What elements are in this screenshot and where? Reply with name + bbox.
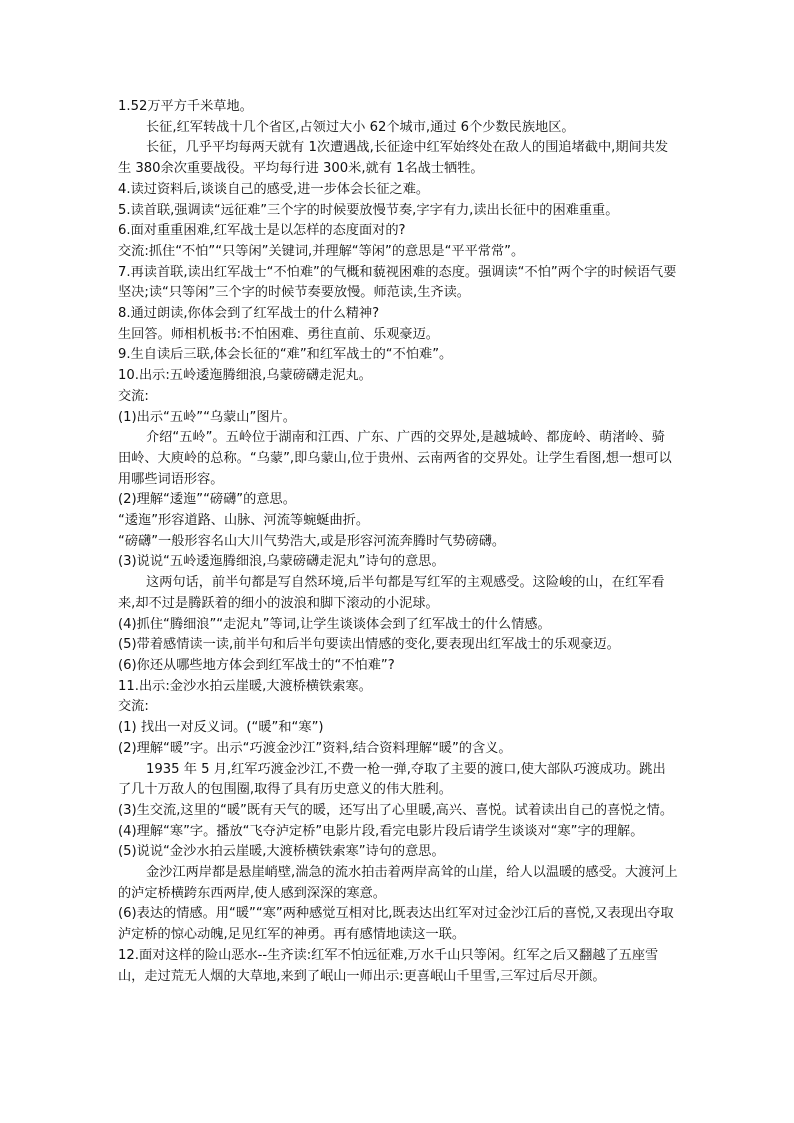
text-line-24: 11.出示:金沙水拍云崖暖,大渡桥横铁索寒。 [118,678,372,694]
text-line-12: 10.出示:五岭逶迤腾细浪,乌蒙磅礴走泥丸。 [118,368,372,384]
text-line-23: (6)你还从哪些地方体会到红军战士的“不怕难”? [118,657,395,673]
text-line-5: 5.读首联,强调读“远征难”三个字的时候要放慢节奏,字字有力,读出长征中的困难重重。 [118,202,619,218]
text-line-1: 1.52万平方千米草地。 [118,99,253,114]
text-line-26: (1) 找出一对反义词。(“暖”和“寒”) [118,720,324,736]
text-line-6: 6.面对重重困难,红军战士是以怎样的态度面对的? [118,223,406,239]
text-line-15: 介绍“五岭”。五岭位于湖南和江西、广东、广西的交界处,是越城岭、都庞岭、萌渚岭、骑田岭、大庾岭的总称。“乌蒙”,即乌蒙山,位于贵州、云南两省的交界处。让学生看图,想一想可以用哪些词语形容。 [118,430,672,487]
text-line-28: 1935 年 5 月,红军巧渡金沙江,不费一枪一弹,夺取了主要的渡口,使大部队巧渡成功。跳出了几十万敌人的包围圈,取得了具有历史意义的伟大胜利。 [118,761,666,798]
text-line-33: (6)表达的情感。用“暖”“寒”两种感觉互相对比,既表达出红军对过金沙江后的喜悦,又表现出夺取泸定桥的惊心动魄,足见红军的神勇。再有感情地读这一联。 [118,906,674,943]
text-line-30: (4)理解“寒”字。播放“飞夺泸定桥”电影片段,看完电影片段后请学生谈谈对“寒”字的理解。 [118,823,644,839]
text-line-22: (5)带着感情读一读,前半句和后半句要读出情感的变化,要表现出红军战士的乐观豪迈。 [118,637,620,653]
text-line-19: (3)说说“五岭逶迤腾细浪,乌蒙磅礴走泥丸”诗句的意思。 [118,554,445,570]
text-line-10: 生回答。师相机板书:不怕困难、勇往直前、乐观豪迈。 [118,326,439,342]
text-line-16: (2)理解“逶迤”“磅礴”的意思。 [118,492,296,508]
text-line-11: 9.生自读后三联,体会长征的“难”和红军战士的“不怕难”。 [118,347,453,363]
text-line-3: 长征，几乎平均每两天就有 1次遭遇战,长征途中红军始终处在敌人的围追堵截中,期间共发生 380余次重要战役。平均每行进 300米,就有 1名战士牺牲。 [118,140,669,177]
text-line-29: (3)生交流,这里的“暖”既有天气的暖，还写出了心里暖,高兴、喜悦。试着读出自己的喜悦之情。 [118,802,674,818]
text-line-14: (1)出示“五岭”“乌蒙山”图片。 [118,409,296,425]
text-line-2: 长征,红军转战十几个省区,占领过大小 62个城市,通过 6个少数民族地区。 [146,119,575,135]
text-line-7: 交流:抓住“不怕”“只等闲”关键词,并理解“等闲”的意思是“平平常常”。 [118,243,525,259]
text-line-21: (4)抓住“腾细浪”“走泥丸”等词,让学生谈谈体会到了红军战士的什么情感。 [118,616,551,632]
text-line-9: 8.通过朗读,你体会到了红军战士的什么精神? [118,306,380,322]
text-line-13: 交流: [118,388,149,404]
text-line-34: 12.面对这样的险山恶水--生齐读:红军不怕远征难,万水千山只等闲。红军之后又翻越了五座雪山，走过荒无人烟的大草地,来到了岷山一师出示:更喜岷山千里雪,三军过后尽开颜。 [118,947,659,984]
text-line-27: (2)理解“暖”字。出示“巧渡金沙江”资料,结合资料理解“暖”的含义。 [118,740,512,756]
text-line-25: 交流: [118,699,149,715]
text-line-8: 7.再读首联,读出红军战士“不怕难”的气概和藐视困难的态度。强调读“不怕”两个字的时候语气要坚决;读“只等闲”三个字的时候节奏要放慢。师范读,生齐读。 [118,264,677,301]
text-line-4: 4.读过资料后,谈谈自己的感受,进一步体会长征之难。 [118,181,430,197]
text-line-17: “逶迤”形容道路、山脉、河流等蜿蜒曲折。 [118,513,370,529]
text-line-20: 这两句话，前半句都是写自然环境,后半句都是写红军的主观感受。这险峻的山，在红军看来,却不过是腾跃着的细小的波浪和脚下滚动的小泥球。 [118,575,665,611]
text-line-32: 金沙江两岸都是悬崖峭壁,湍急的流水拍击着两岸高耸的山崖，给人以温暖的感受。大渡河上的泸定桥横跨东西两岸,使人感到深深的寒意。 [118,865,678,901]
document-page [118,97,678,987]
text-line-18: “磅礴”一般形容名山大川气势浩大,或是形容河流奔腾时气势磅礴。 [118,533,506,549]
text-line-31: (5)说说“金沙水拍云崖暖,大渡桥横铁索寒”诗句的意思。 [118,844,445,860]
